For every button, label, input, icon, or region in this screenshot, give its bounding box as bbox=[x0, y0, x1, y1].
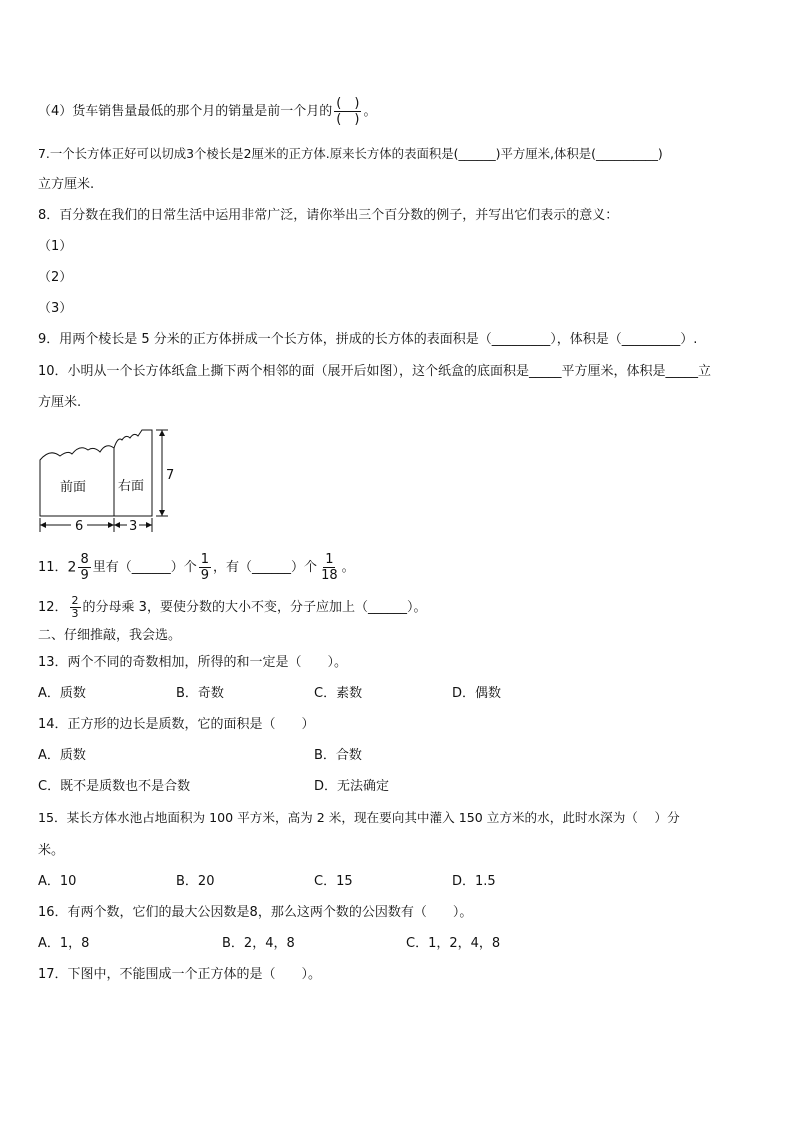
q13-option-d[interactable]: D．偶数 bbox=[452, 686, 502, 701]
height-label: 7 bbox=[166, 468, 175, 483]
q10-line1: 10．小明从一个长方体纸盒上撕下两个相邻的面（展开后如图），这个纸盒的底面积是_____平方厘米，体积是_____立 bbox=[38, 364, 712, 379]
q16-option-a[interactable]: A．1，8 bbox=[38, 936, 90, 951]
q14-question: 14．正方形的边长是质数，它的面积是（ ） bbox=[38, 717, 315, 732]
q11-fraction-1-num: 8 bbox=[80, 552, 89, 567]
front-face-label: 前面 bbox=[60, 480, 87, 495]
box-net-figure bbox=[36, 424, 186, 536]
q15-option-d[interactable]: D．1.5 bbox=[452, 874, 496, 889]
q14-option-c[interactable]: C．既不是质数也不是合数 bbox=[38, 779, 191, 794]
q8-item-1: （1） bbox=[38, 239, 73, 254]
q16-option-b[interactable]: B．2，4，8 bbox=[222, 936, 295, 951]
q8-item-2: （2） bbox=[38, 270, 73, 285]
right-face-label: 右面 bbox=[118, 479, 145, 494]
q11-fraction-3-den: 18 bbox=[321, 568, 338, 583]
q14-option-b[interactable]: B．合数 bbox=[314, 748, 362, 763]
q12 bbox=[38, 595, 426, 620]
q12-fraction-num: 2 bbox=[71, 594, 79, 607]
q15-option-c[interactable]: C．15 bbox=[314, 874, 353, 889]
q14-option-d[interactable]: D．无法确定 bbox=[314, 779, 390, 794]
right-face-outline bbox=[114, 430, 152, 516]
q11-fraction-3 bbox=[319, 552, 340, 583]
q13-option-a[interactable]: A．质数 bbox=[38, 686, 86, 701]
q9-question: 9．用两个棱长是 5 分米的正方体拼成一个长方体，拼成的长方体的表面积是（_________），体积是（_________）. bbox=[38, 332, 698, 347]
q10-line2: 方厘米. bbox=[38, 395, 82, 410]
q15-option-b[interactable]: B．20 bbox=[176, 874, 215, 889]
q11-text-2: ，有（______）个 bbox=[213, 560, 318, 575]
q11-mixed-whole: 2 bbox=[67, 559, 77, 576]
q6-part4-text: （4）货车销售量最低的那个月的销量是前一个月的 bbox=[38, 104, 333, 119]
q16-question: 16．有两个数，它们的最大公因数是8，那么这两个数的公因数有（ ）。 bbox=[38, 905, 473, 920]
q11-fraction-2-den: 9 bbox=[200, 568, 210, 583]
q6-part4-fraction bbox=[334, 96, 361, 127]
q12-number: 12． bbox=[38, 600, 68, 615]
q12-text: 的分母乘 3，要使分数的大小不变，分子应加上（______）。 bbox=[82, 600, 427, 615]
q15-line2: 米。 bbox=[38, 843, 65, 858]
width-right-label: 3 bbox=[129, 519, 138, 534]
q11-text-1: 里有（______）个 bbox=[92, 560, 197, 575]
q11 bbox=[38, 552, 355, 583]
q11-fraction-1 bbox=[78, 552, 90, 583]
q16-option-c[interactable]: C．1，2，4，8 bbox=[406, 936, 501, 951]
width-front-label: 6 bbox=[75, 519, 84, 534]
q11-end: 。 bbox=[341, 560, 355, 575]
q13-question: 13．两个不同的奇数相加，所得的和一定是（ ）。 bbox=[38, 655, 348, 670]
section-2-title: 二、仔细推敲，我会选。 bbox=[38, 628, 182, 643]
q12-fraction-den: 3 bbox=[71, 607, 79, 620]
q11-fraction-1-den: 9 bbox=[80, 568, 89, 583]
q15-line1: 15．某长方体水池占地面积为 100 平方米，高为 2 米，现在要向其中灌入 150 立方米的水，此时水深为（ ）分 bbox=[38, 810, 680, 825]
q13-option-c[interactable]: C．素数 bbox=[314, 686, 363, 701]
q15-option-a[interactable]: A．10 bbox=[38, 874, 77, 889]
q7-line2: 立方厘米. bbox=[38, 177, 95, 192]
q6-part4-end: 。 bbox=[363, 104, 377, 119]
q8-question: 8．百分数在我们的日常生活中运用非常广泛，请你举出三个百分数的例子，并写出它们表示的意义： bbox=[38, 208, 619, 223]
q11-fraction-2 bbox=[199, 552, 211, 583]
q14-option-a[interactable]: A．质数 bbox=[38, 748, 86, 763]
q11-fraction-3-num: 1 bbox=[325, 552, 334, 567]
q6-part4 bbox=[38, 96, 376, 127]
q6-part4-denominator-blank: ( ) bbox=[336, 112, 360, 127]
q8-item-3: （3） bbox=[38, 301, 73, 316]
q11-number: 11． bbox=[38, 560, 68, 575]
q6-part4-numerator-blank: ( ) bbox=[336, 96, 360, 111]
q11-fraction-2-num: 1 bbox=[200, 552, 210, 567]
q12-fraction bbox=[70, 595, 81, 620]
q13-option-b[interactable]: B．奇数 bbox=[176, 686, 224, 701]
q17-question: 17．下图中，不能围成一个正方体的是（ ）。 bbox=[38, 967, 322, 982]
q7-line1: 7.一个长方体正好可以切成3个棱长是2厘米的正方体.原来长方体的表面积是(______)平方厘米,体积是(__________) bbox=[38, 146, 663, 161]
